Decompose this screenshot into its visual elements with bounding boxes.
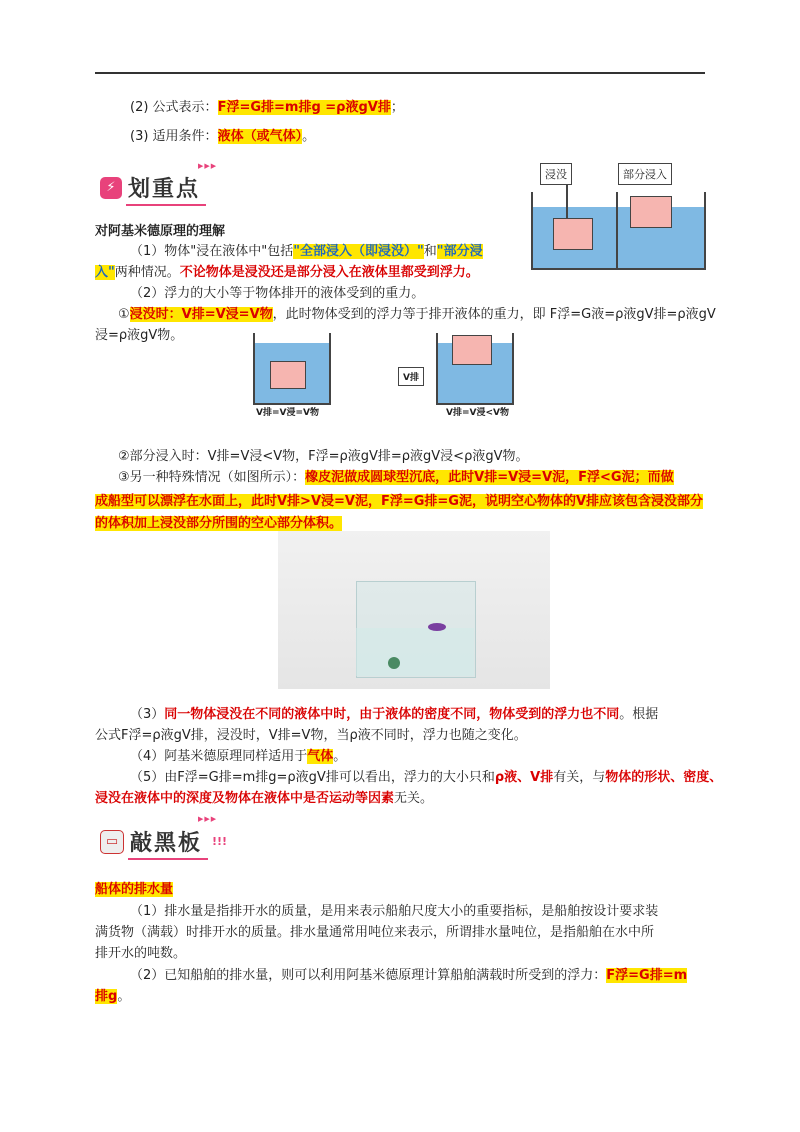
label-partial: 部分浸入	[618, 163, 672, 185]
red-text: ρ液、V排	[494, 770, 554, 785]
highlight: 成船型可以漂浮在水面上，此时V排>V浸=V泥，F浮=G排=G泥，说明空心物体的V排应该包含浸没部分	[95, 494, 704, 509]
highlight: "部分浸	[436, 244, 483, 259]
paragraph-6a	[130, 705, 658, 725]
header-rule	[95, 72, 705, 74]
text: 有关，与	[553, 770, 606, 785]
paragraph-5b	[95, 492, 703, 512]
highlight: 气体	[307, 749, 334, 764]
water	[356, 628, 474, 676]
clay-ball	[388, 657, 400, 669]
block-partial	[630, 196, 672, 228]
text: ③另一种特殊情况（如图所示）：	[118, 470, 306, 485]
item-number: (3) 适用条件：	[130, 129, 218, 144]
clay-boat	[428, 623, 446, 631]
pointer-line	[566, 180, 568, 218]
paragraph-8b	[95, 789, 433, 809]
section-title: 敲黑板	[130, 826, 202, 857]
tank-photo	[278, 531, 550, 689]
paragraph-3b: 浸=ρ液gV物。	[95, 328, 184, 343]
board-icon: ▭	[100, 830, 124, 854]
paragraph-9a: （1）排水量是指排开水的质量，是用来表示船舶尺度大小的重要指标，是船舶按设计要求装	[130, 904, 659, 919]
highlight: 排g	[95, 989, 118, 1004]
text: （3）	[130, 707, 165, 722]
text: （2）已知船舶的排水量，则可以利用阿基米德原理计算船舶满载时所受到的浮力：	[130, 968, 607, 983]
arrow-decoration-icon: ▶▶▶	[198, 162, 218, 170]
highlight: 入"	[95, 265, 115, 280]
highlight: 橡皮泥做成圆球型沉底，此时V排=V浸=V泥，F浮<G泥；而做	[305, 470, 674, 485]
punct: 。	[302, 129, 316, 144]
formula-highlight: F浮=G排=m排g =ρ液gV排	[217, 100, 391, 115]
paragraph-8a	[130, 768, 722, 788]
paragraph-5a	[118, 468, 674, 488]
lightning-icon: ⚡	[100, 177, 122, 199]
section-note	[100, 826, 227, 857]
paragraph-9b: 满货物（满载）时排开水的质量。排水量通常用吨位来表示，所谓排水量吨位，是指船舶在水中所	[95, 925, 655, 940]
text: （5）由F浮=G排=m排g=ρ液gV排可以看出，浮力的大小只和	[130, 770, 495, 785]
paragraph-3a	[118, 305, 716, 325]
subheading-2	[95, 880, 173, 900]
red-text: 物体的形状、密度、	[605, 770, 723, 785]
paragraph-2: （2）浮力的大小等于物体排开的液体受到的重力。	[130, 286, 425, 301]
label-displaced: V排	[398, 367, 424, 386]
label-immersed: 浸没	[540, 163, 572, 185]
arrow-decoration-icon: ▶▶▶	[198, 815, 218, 823]
exclamation: !!!	[212, 835, 228, 848]
text: 。	[333, 749, 347, 764]
text: 。	[117, 989, 131, 1004]
paragraph-6b: 公式F浮=ρ液gV排，浸没时，V排=V物，当ρ液不同时，浮力也随之变化。	[95, 728, 527, 743]
caption-partial: V排=V浸<V物	[446, 408, 509, 418]
red-text: 同一物体浸没在不同的液体中时，由于液体的密度不同，物体受到的浮力也不同	[164, 707, 620, 722]
text: ①	[118, 307, 130, 322]
section-title: 划重点	[128, 172, 200, 203]
highlight: 船体的排水量	[95, 882, 174, 897]
condition-highlight: 液体（或气体）	[217, 129, 303, 144]
text: 。根据	[619, 707, 659, 722]
text: （4）阿基米德原理同样适用于	[130, 749, 308, 764]
text: ，此时物体受到的浮力等于排开液体的重力，即 F浮=G液=ρ液gV排=ρ液gV	[272, 307, 716, 322]
highlight: F浮=G排=m	[606, 968, 688, 983]
highlight: "全部浸入（即浸没）"	[293, 244, 424, 259]
text: 两种情况。	[114, 265, 180, 280]
highlight: 浸没时：V排=V浸=V物	[129, 307, 273, 322]
red-text: 浸没在液体中的深度及物体在液体中是否运动等因素	[95, 791, 395, 806]
highlight: 的体积加上浸没部分所围的空心部分体积。	[95, 516, 343, 531]
formula-line	[130, 98, 404, 118]
block-immersed	[553, 218, 593, 250]
section-key-points	[100, 172, 200, 203]
red-text: 不论物体是浸没还是部分浸入在液体里都受到浮力。	[179, 265, 479, 280]
paragraph-1b	[95, 263, 479, 283]
paragraph-4: ②部分浸入时：V排=V浸<V物，F浮=ρ液gV排=ρ液gV浸<ρ液gV物。	[118, 449, 529, 464]
punct: ；	[390, 100, 404, 115]
paragraph-1a	[130, 242, 483, 262]
paragraph-10a	[130, 966, 687, 986]
subheading: 对阿基米德原理的理解	[95, 224, 226, 239]
paragraph-10b	[95, 987, 130, 1007]
text: 无关。	[394, 791, 434, 806]
paragraph-7	[130, 747, 346, 767]
block-immersed-mid	[270, 361, 306, 389]
text: 和	[423, 244, 437, 259]
condition-line	[130, 127, 315, 147]
text: （1）物体"浸在液体中"包括	[130, 244, 294, 259]
item-number: (2) 公式表示：	[130, 100, 218, 115]
caption-immersed: V排=V浸=V物	[256, 408, 319, 418]
block-partial-mid	[452, 335, 492, 365]
paragraph-9c: 排开水的吨数。	[95, 946, 187, 961]
